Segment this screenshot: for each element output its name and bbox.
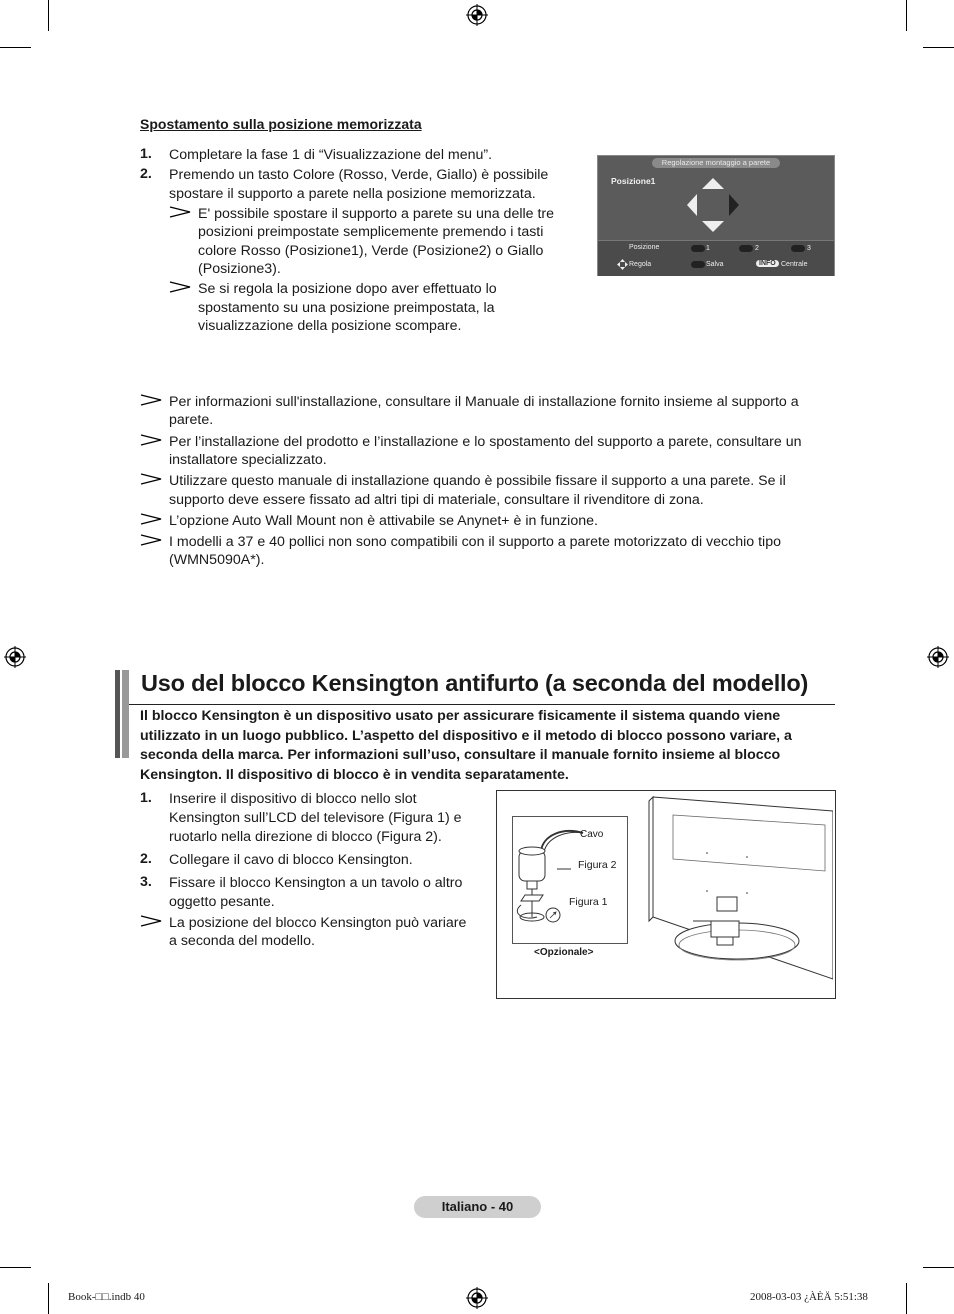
heading-accent-bar bbox=[122, 670, 129, 758]
note-text: Se si regola la posizione dopo aver effettuato lo bbox=[198, 281, 497, 297]
osd-salva: Salva bbox=[706, 261, 724, 268]
note-arrow-icon bbox=[140, 434, 162, 446]
step-text: Completare la fase 1 di “Visualizzazione del menu”. bbox=[169, 147, 493, 163]
note-text: posizioni preimpostate semplicemente premendo i tasti bbox=[198, 224, 544, 240]
label-cavo: Cavo bbox=[580, 829, 604, 840]
registration-mark-icon bbox=[927, 646, 949, 668]
step-number: 2. bbox=[140, 166, 152, 182]
section-heading: Uso del blocco Kensington antifurto (a seconda del modello) bbox=[141, 670, 809, 696]
step-number: 1. bbox=[140, 790, 152, 806]
kensington-figure bbox=[496, 790, 836, 999]
color-key-icon bbox=[691, 245, 705, 252]
note-arrow-icon bbox=[140, 473, 162, 485]
crop-mark bbox=[48, 0, 49, 31]
label-optional: <Opzionale> bbox=[534, 947, 594, 958]
step-text: oggetto pesante. bbox=[169, 894, 275, 910]
label-figura1: Figura 1 bbox=[569, 896, 608, 908]
note-text: L’opzione Auto Wall Mount non è attivabile se Anynet+ è in funzione. bbox=[169, 513, 598, 529]
note-text: La posizione del blocco Kensington può variare bbox=[169, 915, 467, 931]
step-text: Collegare il cavo di blocco Kensington. bbox=[169, 852, 413, 868]
step-text: Fissare il blocco Kensington a un tavolo o altro bbox=[169, 875, 463, 891]
osd-position-label: Posizione1 bbox=[611, 176, 656, 186]
note-text: I modelli a 37 e 40 pollici non sono compatibili con il supporto a parete motorizzato di vecchio tipo bbox=[169, 534, 781, 550]
preset-number: 2 bbox=[755, 245, 759, 252]
color-key-icon bbox=[691, 261, 705, 268]
note-arrow-icon bbox=[140, 394, 162, 406]
crop-mark bbox=[0, 47, 31, 48]
registration-mark-icon bbox=[4, 646, 26, 668]
preset-number: 3 bbox=[807, 245, 811, 252]
note-text: supporto deve essere fissato ad altri tipi di materiale, consultare il rivenditore di zona. bbox=[169, 492, 704, 508]
note-text: Per l’installazione del prodotto e l’installazione e lo spostamento del supporto a parete, consultare un bbox=[169, 434, 802, 450]
imprint-date: 2008-03-03 ¿ÀÈÄ 5:51:38 bbox=[750, 1291, 868, 1303]
note-text: visualizzazione della posizione scompare. bbox=[198, 318, 462, 334]
note-arrow-icon bbox=[140, 534, 162, 546]
osd-screen bbox=[597, 155, 835, 276]
tv-rear-icon bbox=[637, 793, 833, 997]
crop-mark bbox=[906, 1283, 907, 1314]
imprint-file: Book-□□.indb 40 bbox=[68, 1291, 145, 1303]
note-text: Utilizzare questo manuale di installazione quando è possibile fissare il supporto a una parete. Se il bbox=[169, 473, 786, 489]
intro-line: utilizzato in un luogo pubblico. L’aspetto del dispositivo e il metodo di blocco possono variare, a bbox=[140, 727, 792, 744]
osd-regola: Regola bbox=[629, 261, 652, 268]
step-text: spostare il supporto a parete nella posizione memorizzata. bbox=[169, 186, 536, 202]
registration-mark-icon bbox=[466, 1287, 488, 1309]
crop-mark bbox=[906, 0, 907, 31]
osd-bottom-bar bbox=[598, 240, 834, 276]
step-text: Inserire il dispositivo di blocco nello slot bbox=[169, 791, 417, 807]
crop-mark bbox=[923, 1267, 954, 1268]
intro-paragraph bbox=[140, 707, 830, 785]
note-text: (WMN5090A*). bbox=[169, 552, 265, 568]
color-key-icon bbox=[739, 245, 753, 252]
intro-line: Kensington. Il dispositivo di blocco è in vendita separatamente. bbox=[140, 766, 569, 783]
note-text: parete. bbox=[169, 412, 214, 428]
color-key-icon bbox=[791, 245, 805, 252]
intro-line: seconda della marca. Per informazioni sull’uso, consultare il manuale fornito insieme al blocco bbox=[140, 747, 781, 763]
info-key-icon: INFO bbox=[756, 260, 779, 267]
note-text: installatore specializzato. bbox=[169, 452, 327, 468]
kensington-lock-icon bbox=[513, 817, 625, 941]
step-text: Premendo un tasto Colore (Rosso, Verde, Giallo) è possibile bbox=[169, 167, 549, 183]
registration-mark-icon bbox=[466, 4, 488, 26]
crop-mark bbox=[0, 1267, 31, 1268]
label-figura2: Figura 2 bbox=[578, 859, 617, 871]
direction-arrows-icon bbox=[683, 176, 743, 234]
page-number: Italiano - 40 bbox=[441, 1199, 514, 1214]
note-arrow-icon bbox=[169, 206, 191, 218]
section-subtitle: Spostamento sulla posizione memorizzata bbox=[140, 116, 422, 132]
intro-line: Il blocco Kensington è un dispositivo usato per assicurare fisicamente il sistema quando viene bbox=[140, 708, 781, 724]
step-text: ruotarlo nella direzione di blocco (Figura 2). bbox=[169, 829, 442, 845]
note-text: a seconda del modello. bbox=[169, 933, 315, 949]
move-icon bbox=[617, 259, 628, 270]
crop-mark bbox=[923, 47, 954, 48]
note-text: spostamento su una posizione preimpostata, la bbox=[198, 300, 495, 316]
note-text: colore Rosso (Posizione1), Verde (Posizione2) o Giallo bbox=[198, 243, 544, 259]
heading-rule bbox=[129, 704, 835, 705]
osd-centrale: Centrale bbox=[781, 261, 808, 268]
note-text: E' possibile spostare il supporto a parete su una delle tre bbox=[198, 206, 555, 222]
step-number: 1. bbox=[140, 146, 152, 162]
note-arrow-icon bbox=[140, 915, 162, 927]
osd-row-label: Posizione bbox=[629, 244, 660, 251]
crop-mark bbox=[48, 1283, 49, 1314]
note-text: Per informazioni sull'installazione, consultare il Manuale di installazione fornito insieme al supporto a bbox=[169, 394, 799, 410]
note-text: (Posizione3). bbox=[198, 261, 281, 277]
page-number-badge bbox=[414, 1196, 541, 1218]
note-arrow-icon bbox=[140, 513, 162, 525]
preset-number: 1 bbox=[706, 245, 710, 252]
step-number: 2. bbox=[140, 851, 152, 867]
note-arrow-icon bbox=[169, 281, 191, 293]
step-number: 3. bbox=[140, 874, 152, 890]
heading-accent-bar bbox=[115, 670, 120, 758]
osd-title: Regolazione montaggio a parete bbox=[652, 158, 780, 168]
step-text: Kensington sull’LCD del televisore (Figura 1) e bbox=[169, 810, 462, 826]
